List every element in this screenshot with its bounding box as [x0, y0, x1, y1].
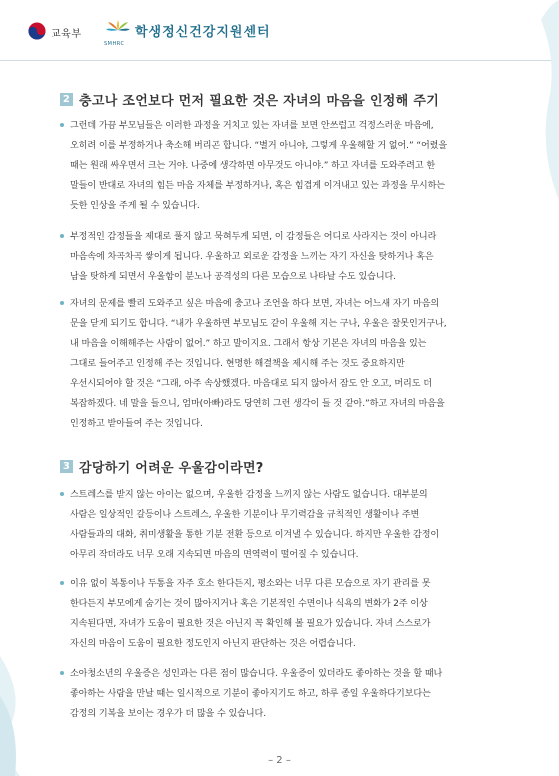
text-line: 이유 없이 복통이나 두통을 자주 호소 한다든지, 평소와는 너무 다른 모습으로 자기 관리를 못	[70, 579, 431, 589]
list-item	[60, 294, 500, 434]
center-sub-label: SMHRC	[104, 41, 125, 47]
text-line: 감정의 기복을 보이는 경우가 더 많을 수 있습니다.	[70, 709, 267, 719]
text-line: 마음속에 차곡차곡 쌓이게 됩니다. 우울하고 외로운 감정을 느끼는 자기 자신을 탓하거나 혹은	[70, 252, 434, 262]
ministry-emblem-icon	[28, 22, 46, 40]
text-line: 지속된다면, 자녀가 도움이 필요한 것은 아닌지 꼭 확인해 볼 필요가 있습니다. 자녀 스스로가	[70, 619, 431, 629]
bullet-icon	[60, 123, 64, 127]
list-item	[60, 485, 500, 565]
text-line: 말들이 반대로 자녀의 힘든 마음 자체를 부정하거나, 혹은 힘겹게 이겨내고 있는 과정을 무시하는	[70, 181, 445, 191]
bullet-icon	[60, 234, 64, 238]
text-line: 내 마음을 이해해주는 사람이 없어.” 하고 말이지요. 그래서 항상 기본은 자녀의 마음을 있는	[70, 339, 427, 349]
text-line: 남을 탓하게 되면서 우울함이 분노나 공격성의 다른 모습으로 나타날 수도 있습니다.	[70, 272, 396, 282]
text-line: 좋아하는 사람을 만날 때는 일시적으로 기분이 좋아지기도 하고, 하루 종일 우울하다기보다는	[70, 689, 431, 699]
list-item	[60, 664, 500, 724]
page-number: – 2 –	[268, 755, 291, 766]
corner-decoration-top	[519, 0, 559, 200]
text-line: 우선시되어야 할 것은 “그래, 아주 속상했겠다. 마음대로 되지 않아서 잠도 안 오고, 머리도 더	[70, 379, 432, 389]
text-line: 자신의 마음이 도움이 필요한 정도인지 아닌지 판단하는 것은 어렵습니다.	[70, 639, 356, 649]
text-line: 스트레스를 받지 않는 아이는 없으며, 우울한 감정을 느끼지 않는 사람도 없습니다. 대부분의	[70, 490, 428, 500]
header-divider	[0, 60, 559, 61]
bullet-icon	[60, 581, 64, 585]
text-line: 그대로 들어주고 인정해 주는 것입니다. 현명한 해결책을 제시해 주는 것도 중요하지만	[70, 359, 405, 369]
text-line: 부정적인 감정들을 제대로 풀지 않고 묵혀두게 되면, 이 감정들은 어디로 사라지는 것이 아니라	[70, 232, 437, 242]
section-title: 충고나 조언보다 먼저 필요한 것은 자녀의 마음을 인정해 주기	[79, 94, 440, 109]
section-heading	[60, 90, 439, 109]
text-line: 사람은 일상적인 갈등이나 스트레스, 우울한 기분이나 무기력감을 규칙적인 생활이나 주변	[70, 510, 420, 520]
section-title: 감당하기 어려운 우울감이라면?	[79, 461, 264, 476]
bullet-icon	[60, 671, 64, 675]
list-item	[60, 574, 500, 654]
text-line: 자녀의 문제를 빨리 도와주고 싶은 마음에 충고나 조언을 하다 보면, 자녀는 어느새 자기 마음의	[70, 299, 440, 309]
text-line: 듯한 인상을 주게 될 수 있습니다.	[70, 201, 200, 211]
list-item	[60, 227, 500, 287]
text-line: 소아청소년의 우울증은 성인과는 다른 점이 많습니다. 우울증이 있더라도 좋아하는 것을 할 때나	[70, 669, 443, 679]
section-heading	[60, 457, 264, 476]
text-line: 아무리 작더라도 너무 오래 지속되면 마음의 면역력이 떨어질 수 있습니다.	[70, 550, 359, 560]
text-line: 때는 원래 싸우면서 크는 거야. 나중에 생각하면 아무것도 아니야.” 하고 자녀를 도와주려고 한	[70, 161, 436, 171]
text-line: 문을 닫게 되기도 합니다. “내가 우울하면 부모님도 같이 우울해 지는 구나, 우울은 잘못인거구나,	[70, 319, 447, 329]
list-item	[60, 116, 500, 216]
text-line: 사람들과의 대화, 취미생활을 통한 기분 전환 등으로 이겨낼 수 있습니다. 하지만 우울한 감정이	[70, 530, 440, 540]
bullet-icon	[60, 301, 64, 305]
text-line: 오히려 이를 부정하거나 축소해 버리곤 합니다. “별거 아니야, 그렇게 우울해할 거 없어.” “어렸을	[70, 141, 448, 151]
text-line: 그런데 가끔 부모님들은 이러한 과정을 거치고 있는 자녀를 보면 안쓰럽고 걱정스러운 마음에,	[70, 121, 434, 131]
ministry-label: 교육부	[51, 29, 82, 40]
text-line: 인정하고 받아들여 주는 것입니다.	[70, 419, 203, 429]
text-line: 복잡하겠다. 네 말을 들으니, 엄마(아빠)라도 당연히 그런 생각이 들 것 같아.”하고 자녀의 마음을	[70, 399, 445, 409]
section-number-badge: 3	[60, 460, 73, 473]
bullet-icon	[60, 492, 64, 496]
text-line: 한다든지 부모에게 숨기는 것이 많아지거나 혹은 기본적인 수면이나 식욕의 변화가 2주 이상	[70, 599, 428, 609]
page-header	[0, 0, 559, 62]
section-number-badge: 2	[60, 93, 73, 106]
center-name: 학생정신건강지원센터	[135, 25, 271, 40]
